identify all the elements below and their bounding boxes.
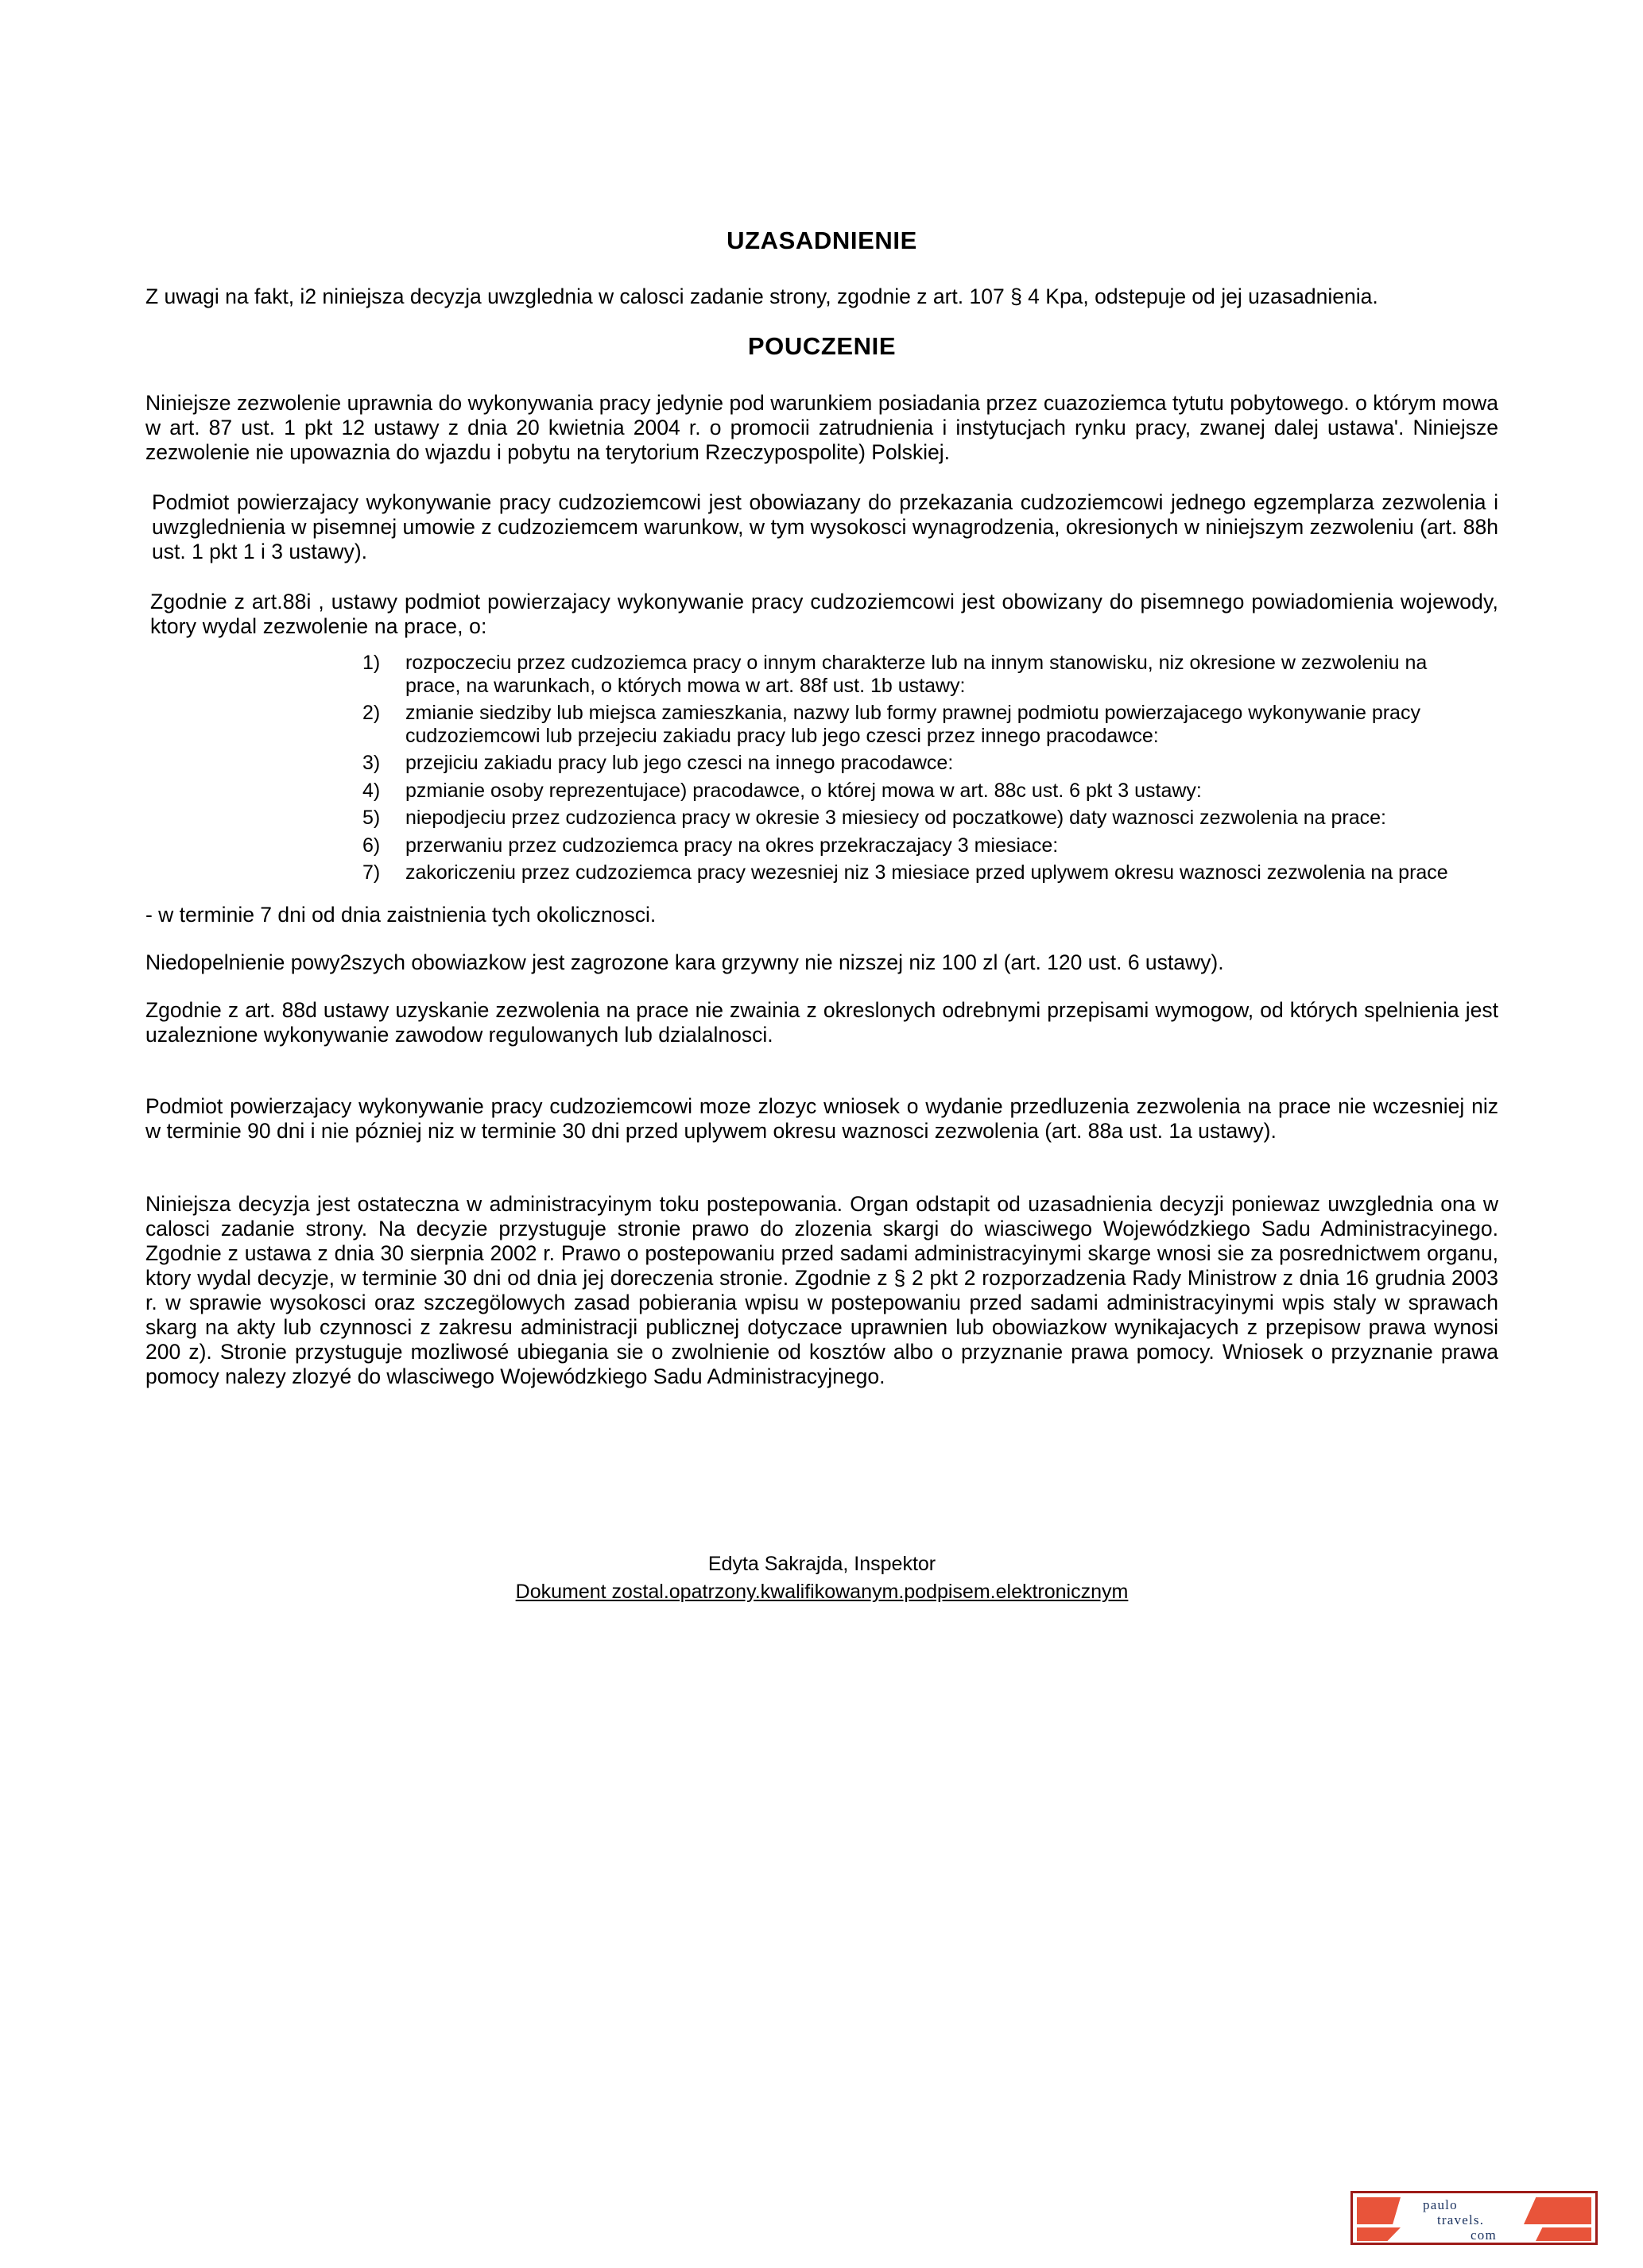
paulotravels-watermark-logo: [1350, 2191, 1598, 2245]
paragraph-8-appeal: Niniejsza decyzja jest ostateczna w administracyinym toku postepowania. Organ odstapit od uzasadnienia decyzji poniewaz uwzglednia ona w calosci zadanie strony. Na decyzie przystuguje stronie prawo do zlozenia skargi do wiasciwego Wojewódzkiego Sadu Administracyinego. Zgodnie z ustawa z dnia 30 sierpnia 2002 r. Prawo o postepowaniu przed sadami administracyinymi skarge wnosi sie za posrednictwem organu, ktory wydal decyzje, w terminie 30 dni od dnia jej doreczenia stronie. Zgodnie z § 2 pkt 2 rozporzadzenia Rady Ministrow z dnia 16 grudnia 2003 r. w sprawie wysokosci oraz szczegölowych zasad pobierania wpisu w postepowaniu przed sadami administracyinymi wpis staly w sprawach skarg na akty lub czynnosci z zakresu administracji publicznej dotyczace uprawnien lub obowiazkow wynikajacych z przepisow prawa wynosi 200 z). Stronie przystuguje mozliwosé ubiegania sie o zwolnienie od kosztów albo o przyznanie prawa pomocy. Wniosek o przyznanie prawa pomocy nalezy zlozyé do wlasciwego Wojewódzkiego Sadu Administracyjnego.: [145, 1192, 1498, 1388]
list-item: [356, 702, 1485, 747]
list-item: [356, 652, 1485, 697]
list-item-label: niepodjeciu przez cudzozienca pracy w okresie 3 miesiecy od poczatkowe) daty waznosci zezwolenia na prace:: [405, 807, 1386, 829]
list-item-number: 7): [362, 861, 381, 884]
page-title-uzasadnienie: UZASADNIENIE: [727, 226, 917, 254]
list-item-number: 5): [362, 807, 381, 829]
list-item-number: 2): [362, 702, 381, 724]
list-item-label: przejiciu zakiadu pracy lub jego czesci na innego pracodawce:: [405, 752, 954, 774]
list-item: [356, 780, 1485, 803]
list-item-number: 4): [362, 779, 381, 802]
list-item: [356, 834, 1485, 857]
logo-line-3: com: [1471, 2227, 1497, 2243]
list-item-label: zmianie siedziby lub miejsca zamieszkania, nazwy lub formy prawnej podmiotu powierzajacego wykonywanie pracy cudzoziemcowi lub przejeciu zakiadu pracy lub jego czesci przez innego pracodawce:: [405, 702, 1420, 747]
list-item-label: przerwaniu przez cudzoziemca pracy na okres przekraczajacy 3 miesiace:: [405, 834, 1059, 857]
list-item: [356, 861, 1485, 884]
list-item-number: 6): [362, 834, 381, 857]
paragraph-2: Podmiot powierzajacy wykonywanie pracy cudzoziemcowi jest obowiazany do przekazania cudzoziemcowi jednego egzemplarza zezwolenia i uwzglednienia w pisemnej umowie z cudzoziemcem warunkow, w tym wysokosci wynagrodzenia, okresionych w niniejszym zezwoleniu (art. 88h ust. 1 pkt 1 i 3 ustawy).: [152, 490, 1498, 563]
list-item: [356, 807, 1485, 830]
list-item-label: pzmianie osoby reprezentujace) pracodawce, o której mowa w art. 88c ust. 6 pkt 3 ustawy:: [405, 779, 1202, 802]
list-item: [356, 752, 1485, 775]
logo-wordmark: [1353, 2193, 1595, 2243]
list-item-number: 3): [362, 752, 381, 774]
paragraph-7: Podmiot powierzajacy wykonywanie pracy cudzoziemcowi moze zlozyc wniosek o wydanie przedluzenia zezwolenia na prace nie wczesniej niz w terminie 90 dni i nie pózniej niz w terminie 30 dni przed uplywem okresu waznosci zezwolenia (art. 88a ust. 1a ustawy).: [145, 1094, 1498, 1143]
page-title-pouczenie: POUCZENIE: [747, 332, 897, 360]
logo-inner: [1353, 2193, 1595, 2243]
logo-line-1: paulo: [1423, 2197, 1458, 2212]
obligations-list: [356, 652, 1485, 889]
paragraph-3: Zgodnie z art.88i , ustawy podmiot powierzajacy wykonywanie pracy cudzoziemcowi jest obowizany do pisemnego powiadomienia wojewody, ktory wydal zezwolenie na prace, o:: [150, 590, 1498, 638]
electronic-signature-note: Dokument zostal.opatrzony.kwalifikowanym.podpisem.elektronicznym: [515, 1581, 1129, 1603]
list-item-label: rozpoczeciu przez cudzoziemca pracy o innym charakterze lub na innym stanowisku, niz okresione w zezwoleniu na prace, na warunkach, o których mowa w art. 88f ust. 1b ustawy:: [405, 652, 1428, 697]
logo-line-2: travels.: [1437, 2212, 1485, 2227]
paragraph-5-penalty: Niedopelnienie powy2szych obowiazkow jest zagrozone kara grzywny nie nizszej niz 100 zl (art. 120 ust. 6 ustawy).: [145, 950, 1224, 974]
list-item-label: zakoriczeniu przez cudzoziemca pracy wezesniej niz 3 miesiace przed uplywem okresu waznosci zezwolenia na prace: [405, 861, 1448, 884]
paragraph-4-deadline: - w terminie 7 dni od dnia zaistnienia tych okolicznosci.: [145, 903, 657, 927]
paragraph-1: Niniejsze zezwolenie uprawnia do wykonywania pracy jedynie pod warunkiem posiadania przez cuazoziemca tytutu pobytowego. o którym mowa w art. 87 ust. 1 pkt 12 ustawy z dnia 20 kwietnia 2004 r. o promocii zatrudnienia i instytucjach rynku pracy, zwanej dalej ustawa'. Niniejsze zezwolenie nie upowaznia do wjazdu i pobytu na terytorium Rzeczypospolite) Polskiej.: [145, 391, 1498, 464]
paragraph-6: Zgodnie z art. 88d ustawy uzyskanie zezwolenia na prace nie zwainia z okreslonych odrebnymi przepisami wymogow, od których spelnienia jest uzaleznione wykonywanie zawodow regulowanych lub dzialalnosci.: [145, 998, 1498, 1047]
intro-paragraph: Z uwagi na fakt, i2 niniejsza decyzja uwzglednia w calosci zadanie strony, zgodnie z art. 107 § 4 Kpa, odstepuje od jej uzasadnienia.: [145, 284, 1378, 308]
list-item-number: 1): [362, 652, 381, 674]
signature-name: Edyta Sakrajda, Inspektor: [707, 1553, 936, 1575]
